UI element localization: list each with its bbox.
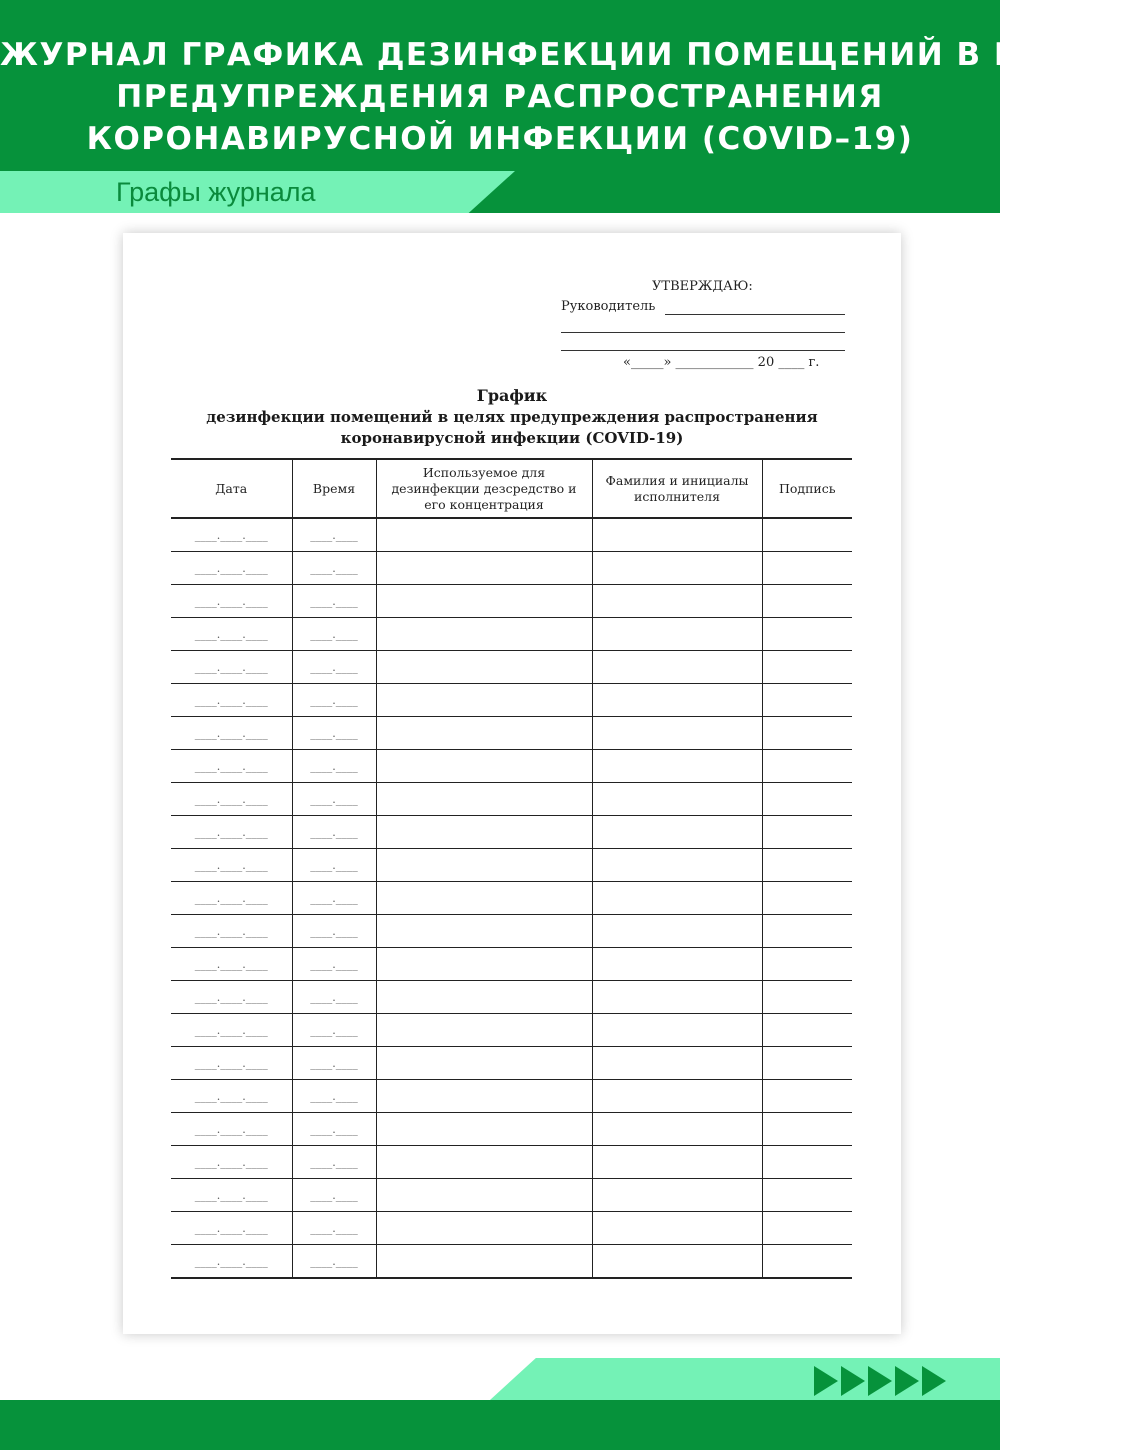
date-placeholder: ____.____.____ bbox=[194, 594, 268, 608]
signature-cell bbox=[762, 849, 852, 882]
column-header-time: Время bbox=[292, 459, 376, 518]
date-placeholder: ____.____.____ bbox=[194, 627, 268, 641]
signature-cell bbox=[762, 585, 852, 618]
executor-cell bbox=[592, 783, 762, 816]
signature-cell bbox=[762, 948, 852, 981]
executor-cell bbox=[592, 717, 762, 750]
column-header-signature: Подпись bbox=[762, 459, 852, 518]
time-cell bbox=[292, 816, 376, 849]
schedule-table bbox=[171, 458, 852, 1279]
time-placeholder: ____.____ bbox=[310, 1089, 358, 1103]
time-cell bbox=[292, 1212, 376, 1245]
signature-cell bbox=[762, 1245, 852, 1279]
date-cell bbox=[171, 981, 292, 1014]
date-cell bbox=[171, 882, 292, 915]
disinfectant-cell bbox=[376, 1080, 592, 1113]
table-row bbox=[171, 1212, 852, 1245]
disinfectant-cell bbox=[376, 717, 592, 750]
document-title bbox=[123, 385, 901, 449]
executor-cell bbox=[592, 915, 762, 948]
date-placeholder: ____.____.____ bbox=[194, 561, 268, 575]
table-row bbox=[171, 1179, 852, 1212]
date-placeholder: ____.____.____ bbox=[194, 924, 268, 938]
time-placeholder: ____.____ bbox=[310, 924, 358, 938]
signature-line bbox=[561, 350, 845, 351]
column-header-date: Дата bbox=[171, 459, 292, 518]
date-placeholder: ____.____.____ bbox=[194, 1023, 268, 1037]
arrow-group bbox=[814, 1366, 949, 1398]
executor-cell bbox=[592, 618, 762, 651]
date-cell bbox=[171, 1080, 292, 1113]
document-heading: График bbox=[476, 386, 548, 405]
time-cell bbox=[292, 618, 376, 651]
time-placeholder: ____.____ bbox=[310, 957, 358, 971]
date-cell bbox=[171, 1113, 292, 1146]
chevron-right-icon bbox=[895, 1366, 919, 1396]
time-placeholder: ____.____ bbox=[310, 693, 358, 707]
table-row bbox=[171, 618, 852, 651]
signature-cell bbox=[762, 1113, 852, 1146]
disinfectant-cell bbox=[376, 1212, 592, 1245]
time-placeholder: ____.____ bbox=[310, 726, 358, 740]
time-placeholder: ____.____ bbox=[310, 990, 358, 1004]
date-placeholder: ____.____.____ bbox=[194, 1122, 268, 1136]
document-subheading: дезинфекции помещений в целях предупреждения распространения bbox=[206, 408, 818, 426]
disinfectant-cell bbox=[376, 618, 592, 651]
disinfectant-cell bbox=[376, 882, 592, 915]
table-row bbox=[171, 816, 852, 849]
signature-cell bbox=[762, 783, 852, 816]
table-row bbox=[171, 585, 852, 618]
executor-cell bbox=[592, 651, 762, 684]
footer-bar bbox=[0, 1400, 1000, 1450]
date-cell bbox=[171, 518, 292, 552]
table-row bbox=[171, 1113, 852, 1146]
table-row bbox=[171, 717, 852, 750]
schedule-table-body bbox=[171, 518, 852, 1278]
time-placeholder: ____.____ bbox=[310, 561, 358, 575]
signature-cell bbox=[762, 1080, 852, 1113]
date-cell bbox=[171, 717, 292, 750]
signature-cell bbox=[762, 915, 852, 948]
time-cell bbox=[292, 783, 376, 816]
executor-cell bbox=[592, 1080, 762, 1113]
table-row bbox=[171, 1047, 852, 1080]
date-cell bbox=[171, 1047, 292, 1080]
date-placeholder: ____.____.____ bbox=[194, 858, 268, 872]
executor-cell bbox=[592, 882, 762, 915]
table-row bbox=[171, 750, 852, 783]
date-cell bbox=[171, 750, 292, 783]
time-cell bbox=[292, 518, 376, 552]
signature-cell bbox=[762, 651, 852, 684]
table-row bbox=[171, 1146, 852, 1179]
time-placeholder: ____.____ bbox=[310, 1023, 358, 1037]
date-cell bbox=[171, 849, 292, 882]
document-sheet bbox=[123, 233, 901, 1334]
signature-cell bbox=[762, 618, 852, 651]
signature-cell bbox=[762, 1146, 852, 1179]
date-placeholder: ____.____.____ bbox=[194, 726, 268, 740]
date-placeholder: ____.____.____ bbox=[194, 1221, 268, 1235]
executor-cell bbox=[592, 585, 762, 618]
disinfectant-cell bbox=[376, 585, 592, 618]
date-cell bbox=[171, 585, 292, 618]
signature-cell bbox=[762, 1047, 852, 1080]
executor-cell bbox=[592, 1047, 762, 1080]
disinfectant-cell bbox=[376, 750, 592, 783]
time-placeholder: ____.____ bbox=[310, 858, 358, 872]
signature-cell bbox=[762, 518, 852, 552]
disinfectant-cell bbox=[376, 1014, 592, 1047]
date-cell bbox=[171, 1014, 292, 1047]
time-placeholder: ____.____ bbox=[310, 1122, 358, 1136]
date-placeholder: ____.____.____ bbox=[194, 825, 268, 839]
time-cell bbox=[292, 882, 376, 915]
date-cell bbox=[171, 915, 292, 948]
date-cell bbox=[171, 618, 292, 651]
time-placeholder: ____.____ bbox=[310, 759, 358, 773]
date-cell bbox=[171, 783, 292, 816]
date-cell bbox=[171, 1146, 292, 1179]
table-row bbox=[171, 518, 852, 552]
table-row bbox=[171, 783, 852, 816]
executor-cell bbox=[592, 552, 762, 585]
time-cell bbox=[292, 948, 376, 981]
table-row bbox=[171, 915, 852, 948]
time-cell bbox=[292, 552, 376, 585]
page-title-line: ЖУРНАЛ ГРАФИКА ДЕЗИНФЕКЦИИ ПОМЕЩЕНИЙ В ЦЕЛЯХ bbox=[0, 37, 1125, 73]
date-placeholder: ____.____.____ bbox=[194, 1188, 268, 1202]
time-placeholder: ____.____ bbox=[310, 627, 358, 641]
disinfectant-cell bbox=[376, 1179, 592, 1212]
table-row bbox=[171, 552, 852, 585]
disinfectant-cell bbox=[376, 518, 592, 552]
time-cell bbox=[292, 981, 376, 1014]
time-placeholder: ____.____ bbox=[310, 1254, 358, 1268]
signature-cell bbox=[762, 750, 852, 783]
date-placeholder: ____.____.____ bbox=[194, 990, 268, 1004]
executor-cell bbox=[592, 948, 762, 981]
time-placeholder: ____.____ bbox=[310, 891, 358, 905]
date-cell bbox=[171, 816, 292, 849]
table-header-row bbox=[171, 459, 852, 518]
executor-cell bbox=[592, 1146, 762, 1179]
executor-cell bbox=[592, 1179, 762, 1212]
disinfectant-cell bbox=[376, 1146, 592, 1179]
time-cell bbox=[292, 684, 376, 717]
date-cell bbox=[171, 1212, 292, 1245]
table-row bbox=[171, 1245, 852, 1279]
time-cell bbox=[292, 1047, 376, 1080]
table-row bbox=[171, 849, 852, 882]
disinfectant-cell bbox=[376, 981, 592, 1014]
date-placeholder: ____.____.____ bbox=[194, 957, 268, 971]
time-cell bbox=[292, 849, 376, 882]
date-cell bbox=[171, 1245, 292, 1279]
time-placeholder: ____.____ bbox=[310, 528, 358, 542]
disinfectant-cell bbox=[376, 915, 592, 948]
disinfectant-cell bbox=[376, 684, 592, 717]
executor-cell bbox=[592, 1245, 762, 1279]
chevron-right-icon bbox=[922, 1366, 946, 1396]
executor-cell bbox=[592, 1014, 762, 1047]
date-cell bbox=[171, 1179, 292, 1212]
disinfectant-cell bbox=[376, 1245, 592, 1279]
time-cell bbox=[292, 1113, 376, 1146]
date-placeholder: ____.____.____ bbox=[194, 792, 268, 806]
time-cell bbox=[292, 1080, 376, 1113]
executor-cell bbox=[592, 849, 762, 882]
table-row bbox=[171, 882, 852, 915]
date-placeholder: ____.____.____ bbox=[194, 891, 268, 905]
date-cell bbox=[171, 552, 292, 585]
time-placeholder: ____.____ bbox=[310, 660, 358, 674]
table-row bbox=[171, 684, 852, 717]
time-cell bbox=[292, 651, 376, 684]
disinfectant-cell bbox=[376, 1113, 592, 1146]
column-header-executor: Фамилия и инициалы исполнителя bbox=[592, 459, 762, 518]
signature-cell bbox=[762, 717, 852, 750]
date-placeholder: ____.____.____ bbox=[194, 660, 268, 674]
page-title-line: КОРОНАВИРУСНОЙ ИНФЕКЦИИ (COVID–19) bbox=[86, 121, 914, 157]
document-subheading: коронавирусной инфекции (COVID-19) bbox=[340, 429, 684, 447]
chevron-right-icon bbox=[841, 1366, 865, 1396]
disinfectant-cell bbox=[376, 849, 592, 882]
date-placeholder: ____.____.____ bbox=[194, 1254, 268, 1268]
time-placeholder: ____.____ bbox=[310, 594, 358, 608]
disinfectant-cell bbox=[376, 816, 592, 849]
table-row bbox=[171, 1014, 852, 1047]
table-row bbox=[171, 948, 852, 981]
time-cell bbox=[292, 1014, 376, 1047]
approval-title: УТВЕРЖДАЮ: bbox=[652, 279, 753, 294]
disinfectant-cell bbox=[376, 783, 592, 816]
disinfectant-cell bbox=[376, 651, 592, 684]
time-cell bbox=[292, 717, 376, 750]
signature-cell bbox=[762, 1014, 852, 1047]
time-placeholder: ____.____ bbox=[310, 1155, 358, 1169]
signature-line bbox=[561, 332, 845, 333]
date-cell bbox=[171, 948, 292, 981]
date-cell bbox=[171, 684, 292, 717]
section-subtitle: Графы журнала bbox=[116, 177, 316, 207]
date-placeholder: ____.____.____ bbox=[194, 1056, 268, 1070]
page-title bbox=[0, 34, 1125, 160]
time-placeholder: ____.____ bbox=[310, 1188, 358, 1202]
date-placeholder: ____.____.____ bbox=[194, 759, 268, 773]
date-cell bbox=[171, 651, 292, 684]
executor-cell bbox=[592, 816, 762, 849]
time-placeholder: ____.____ bbox=[310, 825, 358, 839]
disinfectant-cell bbox=[376, 948, 592, 981]
executor-cell bbox=[592, 1113, 762, 1146]
disinfectant-cell bbox=[376, 1047, 592, 1080]
signature-cell bbox=[762, 684, 852, 717]
page-title-line: ПРЕДУПРЕЖДЕНИЯ РАСПРОСТРАНЕНИЯ bbox=[116, 79, 884, 115]
executor-cell bbox=[592, 1212, 762, 1245]
time-cell bbox=[292, 1179, 376, 1212]
chevron-right-icon bbox=[868, 1366, 892, 1396]
time-cell bbox=[292, 1245, 376, 1279]
time-cell bbox=[292, 750, 376, 783]
date-placeholder: ____.____.____ bbox=[194, 1155, 268, 1169]
table-row bbox=[171, 651, 852, 684]
time-cell bbox=[292, 915, 376, 948]
date-placeholder: ____.____.____ bbox=[194, 1089, 268, 1103]
approval-date-line: «_____» ____________ 20 ____ г. bbox=[623, 355, 820, 370]
signature-cell bbox=[762, 552, 852, 585]
executor-cell bbox=[592, 750, 762, 783]
signature-cell bbox=[762, 816, 852, 849]
column-header-disinfectant: Используемое для дезинфекции дезсредство и его концентрация bbox=[376, 459, 592, 518]
date-placeholder: ____.____.____ bbox=[194, 693, 268, 707]
time-placeholder: ____.____ bbox=[310, 1221, 358, 1235]
signature-cell bbox=[762, 1212, 852, 1245]
time-cell bbox=[292, 585, 376, 618]
executor-cell bbox=[592, 981, 762, 1014]
disinfectant-cell bbox=[376, 552, 592, 585]
table-row bbox=[171, 981, 852, 1014]
executor-cell bbox=[592, 684, 762, 717]
signature-cell bbox=[762, 882, 852, 915]
chevron-right-icon bbox=[814, 1366, 838, 1396]
signature-cell bbox=[762, 981, 852, 1014]
time-cell bbox=[292, 1146, 376, 1179]
signature-line bbox=[665, 314, 845, 315]
time-placeholder: ____.____ bbox=[310, 792, 358, 806]
time-placeholder: ____.____ bbox=[310, 1056, 358, 1070]
date-placeholder: ____.____.____ bbox=[194, 528, 268, 542]
signature-cell bbox=[762, 1179, 852, 1212]
table-row bbox=[171, 1080, 852, 1113]
approval-head-label: Руководитель bbox=[561, 299, 656, 314]
executor-cell bbox=[592, 518, 762, 552]
